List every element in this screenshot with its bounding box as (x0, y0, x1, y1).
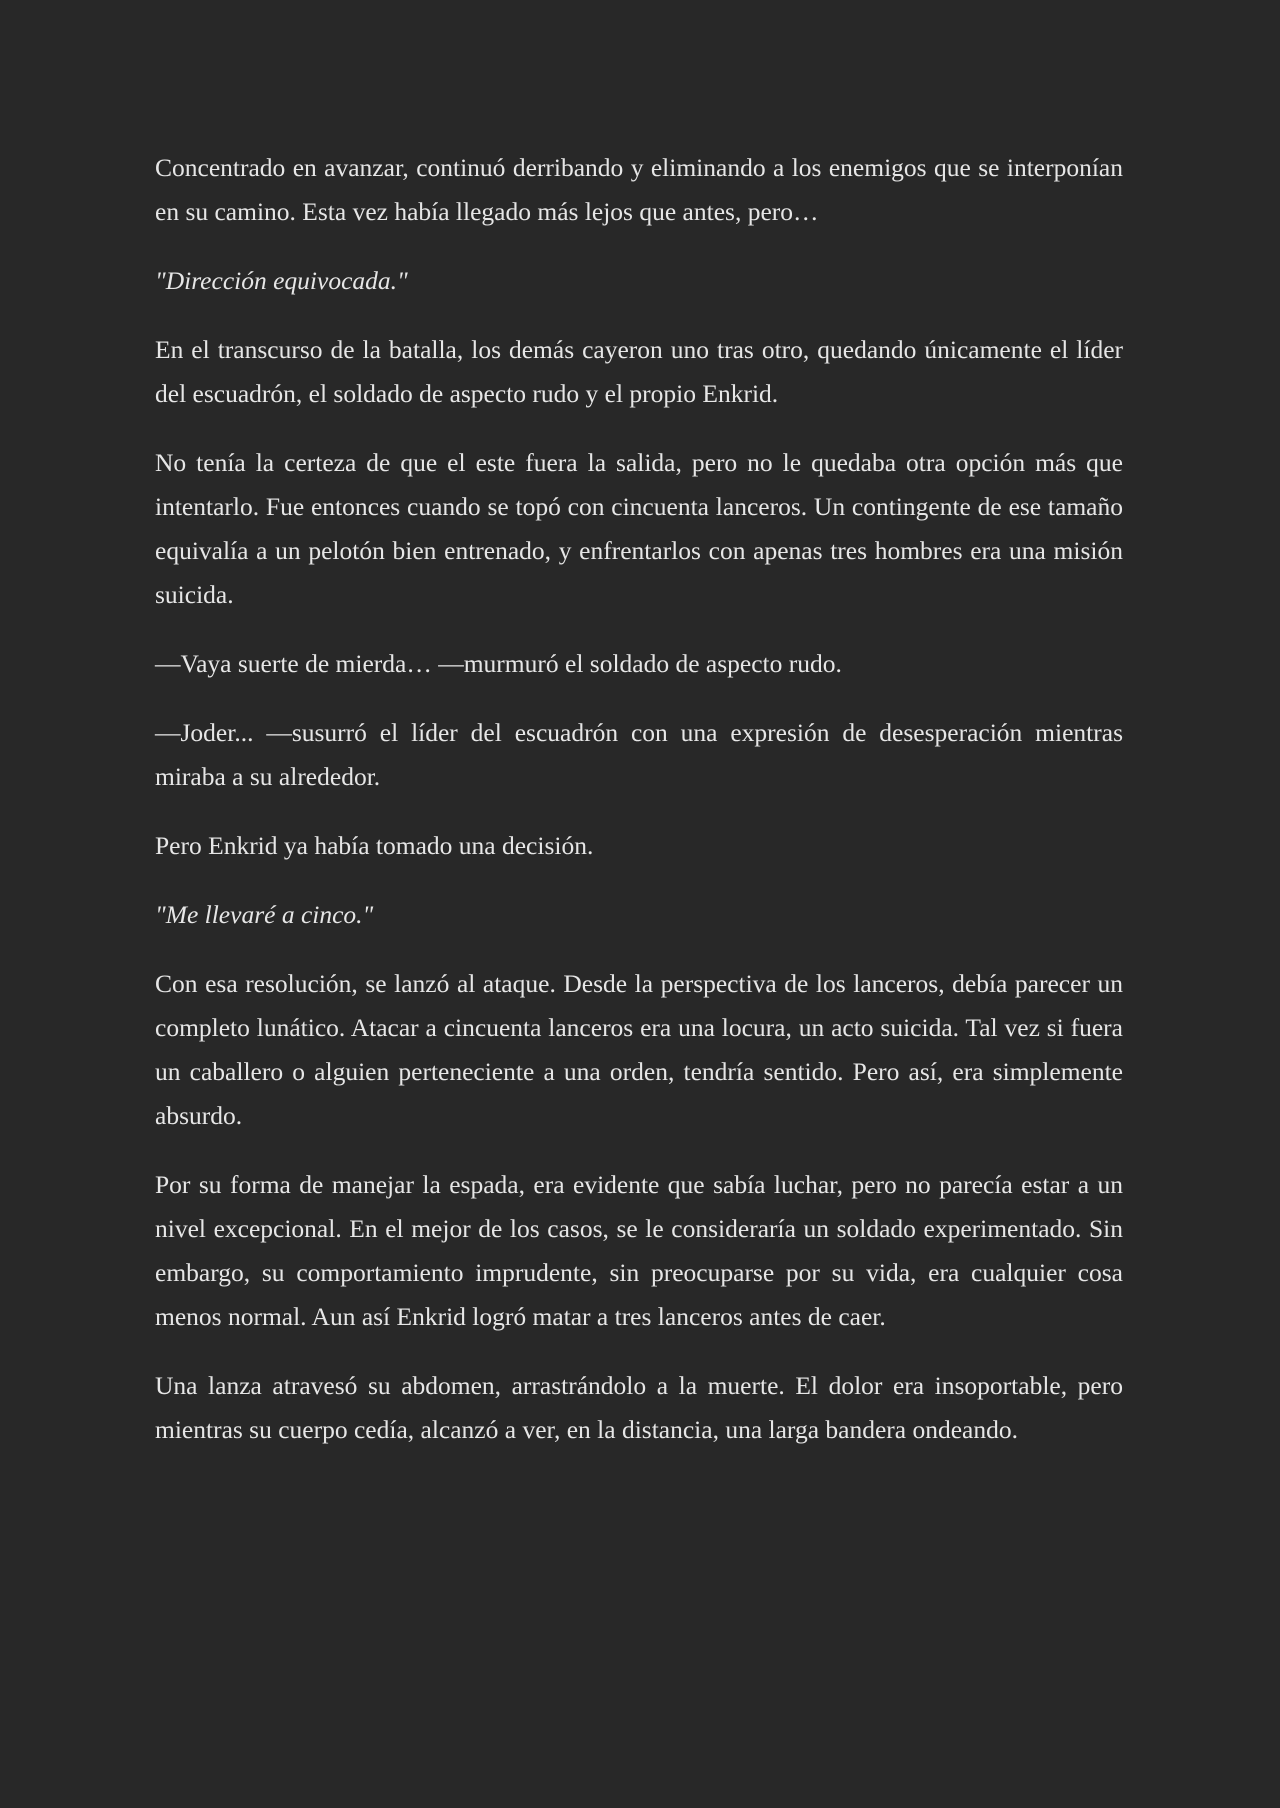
paragraph: Una lanza atravesó su abdomen, arrastrándolo a la muerte. El dolor era insoportable, pero mientras su cuerpo cedía, alcanzó a ver, en la distancia, una larga bandera ondeando. (155, 1371, 1123, 1444)
paragraph: Concentrado en avanzar, continuó derribando y eliminando a los enemigos que se interponían en su camino. Esta vez había llegado más lejos que antes, pero… (155, 153, 1123, 226)
paragraph: Por su forma de manejar la espada, era evidente que sabía luchar, pero no parecía estar a un nivel excepcional. En el mejor de los casos, se le consideraría un soldado experimentado. Sin embargo, su comportamiento imprudente, sin preocuparse por su vida, era cualquier cosa menos normal. Aun así Enkrid logró matar a tres lanceros antes de caer. (155, 1170, 1123, 1331)
dialogue-paragraph: —Vaya suerte de mierda… —murmuró el soldado de aspecto rudo. (155, 649, 842, 678)
dialogue-paragraph: —Joder... —susurró el líder del escuadrón con una expresión de desesperación mientras miraba a su alrededor. (155, 718, 1123, 791)
paragraph: En el transcurso de la batalla, los demás cayeron uno tras otro, quedando únicamente el líder del escuadrón, el soldado de aspecto rudo y el propio Enkrid. (155, 335, 1123, 408)
paragraph: Pero Enkrid ya había tomado una decisión. (155, 831, 594, 860)
paragraph: No tenía la certeza de que el este fuera la salida, pero no le quedaba otra opción más que intentarlo. Fue entonces cuando se topó con cincuenta lanceros. Un contingente de ese tamaño equivalía a un pelotón bien entrenado, y enfrentarlos con apenas tres hombres era una misión suicida. (155, 448, 1123, 609)
paragraph: Con esa resolución, se lanzó al ataque. Desde la perspectiva de los lanceros, debía parecer un completo lunático. Atacar a cincuenta lanceros era una locura, un acto suicida. Tal vez si fuera un caballero o alguien perteneciente a una orden, tendría sentido. Pero así, era simplemente absurdo. (155, 969, 1123, 1130)
thought-paragraph: "Dirección equivocada." (155, 266, 408, 295)
thought-paragraph: "Me llevaré a cinco." (155, 900, 374, 929)
reader-page (155, 146, 1123, 1477)
